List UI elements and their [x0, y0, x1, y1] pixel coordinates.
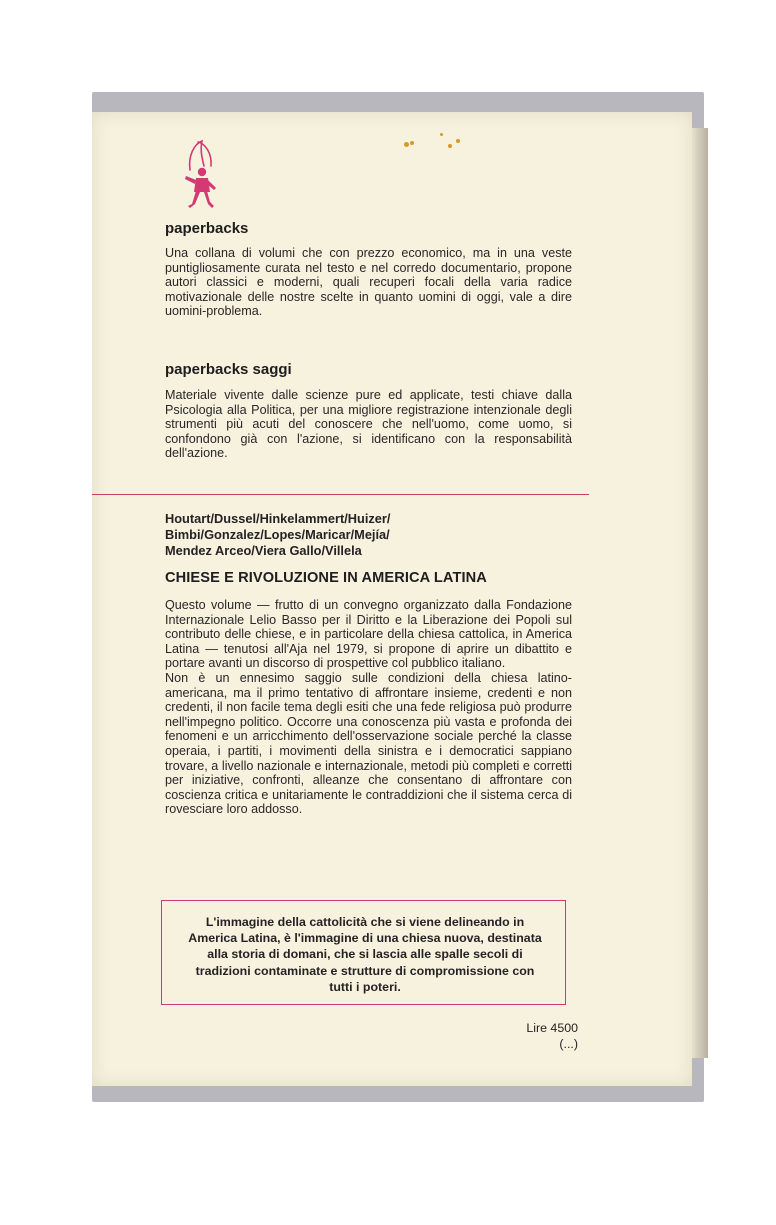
stain-spot: [404, 142, 409, 147]
back-cover: [92, 112, 692, 1086]
book-title: CHIESE E RIVOLUZIONE IN AMERICA LATINA: [165, 570, 487, 586]
harlequin-logo-icon: [178, 136, 222, 214]
book-description: [165, 598, 572, 817]
price-code: (...): [559, 1037, 578, 1051]
series-description-text: Una collana di volumi che con prezzo economico, ma in una veste puntigliosamente curata nel testo e nel corredo documentario, propone autori classici e moderni, quali recuperi focali della varia radice motivazionale delle nostre scelte in quanto uomini di oggi, vale a dire uomini-problema.: [165, 246, 572, 319]
stain-spot: [456, 139, 460, 143]
series-title-paperbacks: paperbacks: [165, 220, 249, 237]
stain-spot: [440, 133, 443, 136]
description-paragraph: Non è un ennesimo saggio sulle condizioni della chiesa latino-americana, ma il primo tentativo di affrontare insieme, credenti e non credenti, il non facile tema degli esiti che una fede religiosa può produrre nell'impegno politico. Occorre una conoscenza più vasta e profonda dei fenomeni e un arricchimento dell'osservazione sociale perché la classe operaia, i partiti, i movimenti della sinistra e i democratici sappiano trovare, a livello nazionale e internazionale, metodi più completi e corretti per iniziative, confronti, alleanze che consentano di affrontare con coscienza critica e unitariamente le contraddizioni che il sistema cerca di rovesciare loro addosso.: [165, 670, 572, 817]
price: Lire 4500: [526, 1021, 578, 1035]
quote-box: [161, 900, 566, 1005]
description-paragraph: Questo volume — frutto di un convegno organizzato dalla Fondazione Internazionale Lelio Basso per il Diritto e la Liberazione dei Popoli sul contributo delle chiese, e in particolare della chiesa cattolica, in America Latina — tenutosi all'Aja nel 1979, si propone di aprire un dibattito e portare avanti un discorso di prospettive col pubblico italiano.: [165, 598, 572, 671]
author-line: Mendez Arceo/Viera Gallo/Villela: [165, 543, 362, 558]
section-divider: [92, 494, 589, 495]
series-title-paperbacks-saggi: paperbacks saggi: [165, 361, 292, 378]
series-description-saggi: [165, 388, 572, 461]
series-description-paperbacks: [165, 246, 572, 319]
price-block: [526, 1020, 578, 1052]
quote-text: L'immagine della cattolicità che si viene delineando in America Latina, è l'immagine di una chiesa nuova, destinata alla storia di domani, che si lascia alle spalle secoli di tradizioni contaminate e strutture di compromissione con tutti i poteri.: [188, 915, 542, 994]
series-description-text: Materiale vivente dalle scienze pure ed applicate, testi chiave dalla Psicologia alla Politica, per una migliore registrazione intenzionale degli strumenti più acuti del conoscere che nell'uomo, come uomo, si confondono già con l'azione, si identificano con la responsabilità dell'azione.: [165, 388, 572, 461]
author-line: Houtart/Dussel/Hinkelammert/Huizer/: [165, 511, 391, 526]
author-list: [165, 511, 390, 559]
stain-spot: [410, 141, 414, 145]
author-line: Bimbi/Gonzalez/Lopes/Maricar/Mejía/: [165, 527, 390, 542]
stain-spot: [448, 144, 452, 148]
